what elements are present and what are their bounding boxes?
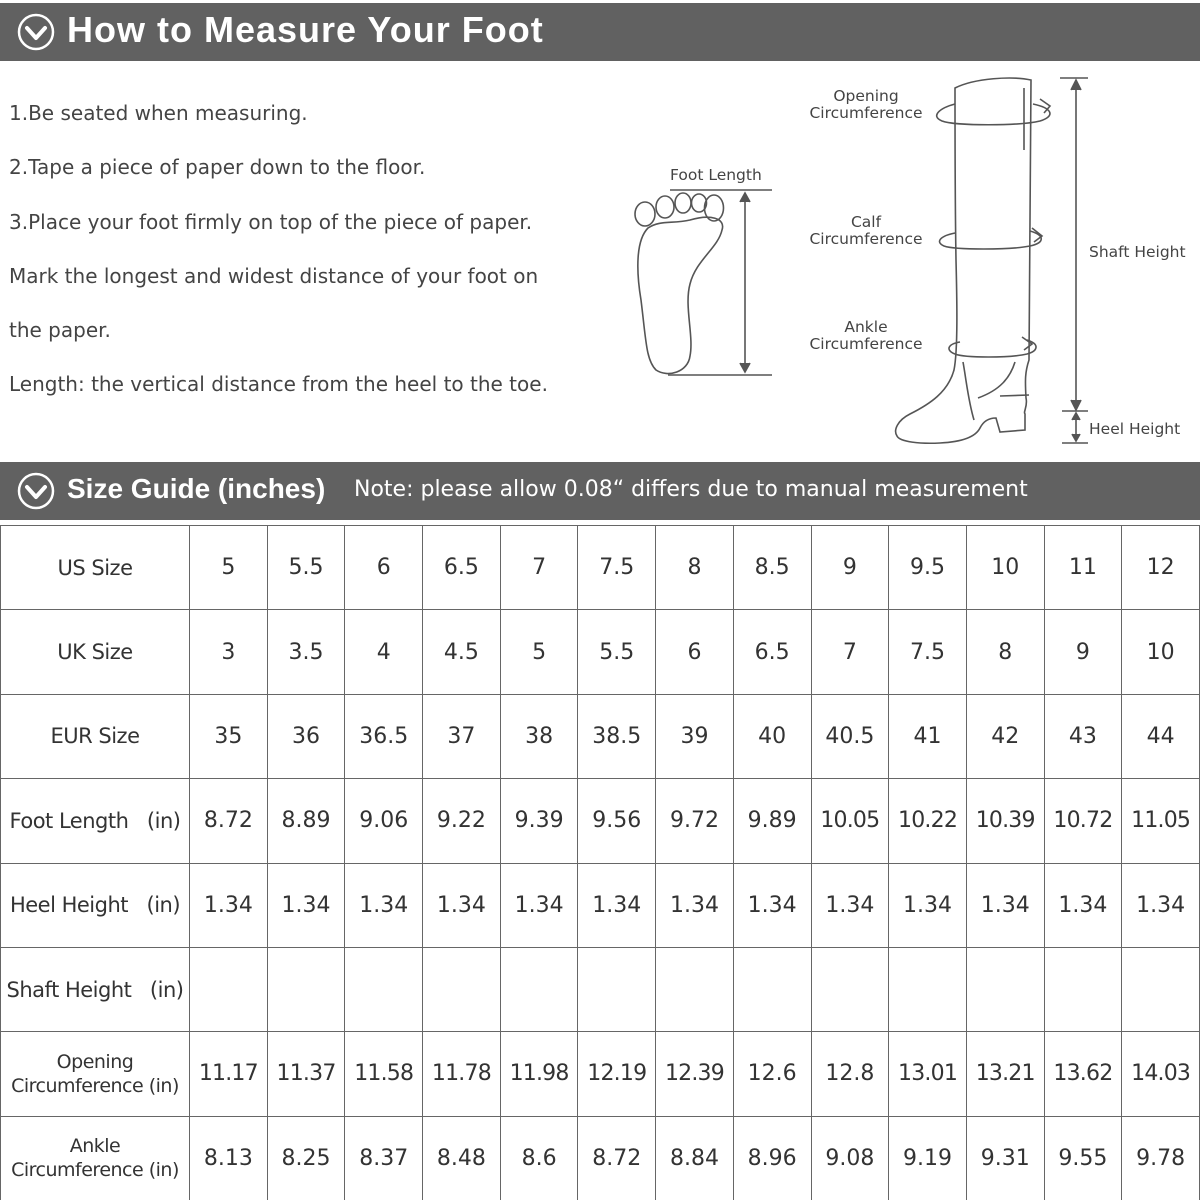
table-cell: 39 [656,694,734,778]
table-cell: 11.17 [190,1032,268,1116]
table-cell: 1.34 [733,863,811,947]
table-cell: 9.19 [889,1116,967,1200]
table-cell: 13.01 [889,1032,967,1116]
table-cell: 9.5 [889,526,967,610]
table-cell: 9.22 [423,779,501,863]
table-cell: 8.48 [423,1116,501,1200]
table-cell: 43 [1044,694,1122,778]
table-cell: 41 [889,694,967,778]
table-cell: 40.5 [811,694,889,778]
table-cell: 8.72 [578,1116,656,1200]
table-cell: 8.37 [345,1116,423,1200]
table-cell: 9 [811,526,889,610]
table-cell: 3 [190,610,268,694]
table-cell: 38.5 [578,694,656,778]
table-cell [889,947,967,1031]
table-cell: 14.03 [1122,1032,1200,1116]
table-cell: 11.05 [1122,779,1200,863]
table-cell: 7 [811,610,889,694]
table-cell: 9 [1044,610,1122,694]
table-cell: 8.72 [190,779,268,863]
ankle-circumference-label: Ankle Circumference [809,318,923,353]
table-row [1,1116,1200,1200]
table-cell: 6.5 [733,610,811,694]
table-cell: 1.34 [190,863,268,947]
table-cell: 1.34 [889,863,967,947]
table-cell: 44 [1122,694,1200,778]
table-cell: 1.34 [578,863,656,947]
table-cell: 6 [656,610,734,694]
table-cell: 9.06 [345,779,423,863]
table-cell: 12.19 [578,1032,656,1116]
table-cell: 7.5 [889,610,967,694]
table-cell: 9.31 [966,1116,1044,1200]
size-guide-note: Note: please allow 0.08“ differs due to manual measurement [354,477,1028,502]
table-cell [500,947,578,1031]
table-cell: 6.5 [423,526,501,610]
table-cell [811,947,889,1031]
table-cell: 9.39 [500,779,578,863]
table-cell: 4.5 [423,610,501,694]
table-cell: 1.34 [656,863,734,947]
row-label: Ankle Circumference (in) [1,1116,190,1200]
step-line: Mark the longest and widest distance of your foot on [9,263,539,288]
table-cell: 35 [190,694,268,778]
table-cell: 9.55 [1044,1116,1122,1200]
heel-height-label: Heel Height [1089,420,1181,438]
row-label: Opening Circumference (in) [1,1032,190,1116]
table-cell: 7 [500,526,578,610]
table-cell: 8 [966,610,1044,694]
step-line: 3.Place your foot firmly on top of the piece of paper. [9,209,533,234]
table-cell [656,947,734,1031]
table-cell [423,947,501,1031]
table-cell: 9.56 [578,779,656,863]
row-label: UK Size [1,610,190,694]
row-label: Heel Height (in) [1,863,190,947]
table-cell: 12.6 [733,1032,811,1116]
table-cell: 8.96 [733,1116,811,1200]
table-cell: 13.62 [1044,1032,1122,1116]
table-row [1,947,1200,1031]
table-row [1,863,1200,947]
table-cell: 8.25 [267,1116,345,1200]
table-cell: 3.5 [267,610,345,694]
table-cell: 10.22 [889,779,967,863]
table-cell: 11 [1044,526,1122,610]
table-cell: 36.5 [345,694,423,778]
table-cell: 4 [345,610,423,694]
measurement-diagram [0,0,1200,460]
table-cell: 8.6 [500,1116,578,1200]
table-cell: 36 [267,694,345,778]
table-cell [190,947,268,1031]
table-cell [267,947,345,1031]
table-cell: 1.34 [1122,863,1200,947]
table-cell: 5.5 [578,610,656,694]
table-row [1,526,1200,610]
foot-length-label: Foot Length [670,166,762,184]
opening-circumference-label: Opening Circumference [809,87,923,122]
size-chart-table [0,525,1200,1200]
table-cell: 8.84 [656,1116,734,1200]
table-cell [578,947,656,1031]
row-label: Shaft Height (in) [1,947,190,1031]
table-cell: 9.78 [1122,1116,1200,1200]
table-cell: 8 [656,526,734,610]
table-cell: 1.34 [345,863,423,947]
table-cell: 9.72 [656,779,734,863]
table-cell: 12.39 [656,1032,734,1116]
foot-outline-icon [635,193,724,374]
table-row [1,779,1200,863]
table-cell: 9.89 [733,779,811,863]
table-cell: 7.5 [578,526,656,610]
size-guide-title: Size Guide (inches) [67,473,326,504]
table-cell: 40 [733,694,811,778]
table-cell: 13.21 [966,1032,1044,1116]
table-cell: 10 [1122,610,1200,694]
table-cell: 8.5 [733,526,811,610]
step-line: Length: the vertical distance from the heel to the toe. [9,372,548,397]
table-cell: 5 [190,526,268,610]
step-line: 2.Tape a piece of paper down to the floor. [9,155,426,180]
table-cell: 11.37 [267,1032,345,1116]
table-cell: 5.5 [267,526,345,610]
table-cell [733,947,811,1031]
size-guide-banner [0,462,1200,520]
table-cell: 37 [423,694,501,778]
table-cell [1044,947,1122,1031]
table-cell: 1.34 [811,863,889,947]
table-cell: 10 [966,526,1044,610]
table-row [1,1032,1200,1116]
table-cell: 12.8 [811,1032,889,1116]
table-cell [345,947,423,1031]
table-cell: 1.34 [1044,863,1122,947]
chevron-down-circle-icon [16,471,56,511]
row-label: US Size [1,526,190,610]
table-cell: 12 [1122,526,1200,610]
step-line: 1.Be seated when measuring. [9,101,308,125]
table-row [1,694,1200,778]
table-cell: 10.05 [811,779,889,863]
shaft-height-label: Shaft Height [1089,243,1186,261]
table-cell: 9.08 [811,1116,889,1200]
table-cell: 42 [966,694,1044,778]
boot-outline-icon [896,78,1031,443]
row-label: Foot Length (in) [1,779,190,863]
table-cell: 1.34 [423,863,501,947]
table-cell: 5 [500,610,578,694]
measure-title: How to Measure Your Foot [67,9,544,50]
table-row [1,610,1200,694]
table-cell [966,947,1044,1031]
table-cell: 1.34 [500,863,578,947]
table-cell: 8.89 [267,779,345,863]
table-cell: 10.72 [1044,779,1122,863]
row-label: EUR Size [1,694,190,778]
table-cell: 1.34 [966,863,1044,947]
calf-circumference-label: Calf Circumference [809,213,923,248]
table-cell: 11.78 [423,1032,501,1116]
table-cell: 38 [500,694,578,778]
step-line: the paper. [9,318,111,343]
table-cell [1122,947,1200,1031]
table-cell: 8.13 [190,1116,268,1200]
table-cell: 11.98 [500,1032,578,1116]
table-cell: 11.58 [345,1032,423,1116]
table-cell: 6 [345,526,423,610]
table-cell: 10.39 [966,779,1044,863]
table-cell: 1.34 [267,863,345,947]
